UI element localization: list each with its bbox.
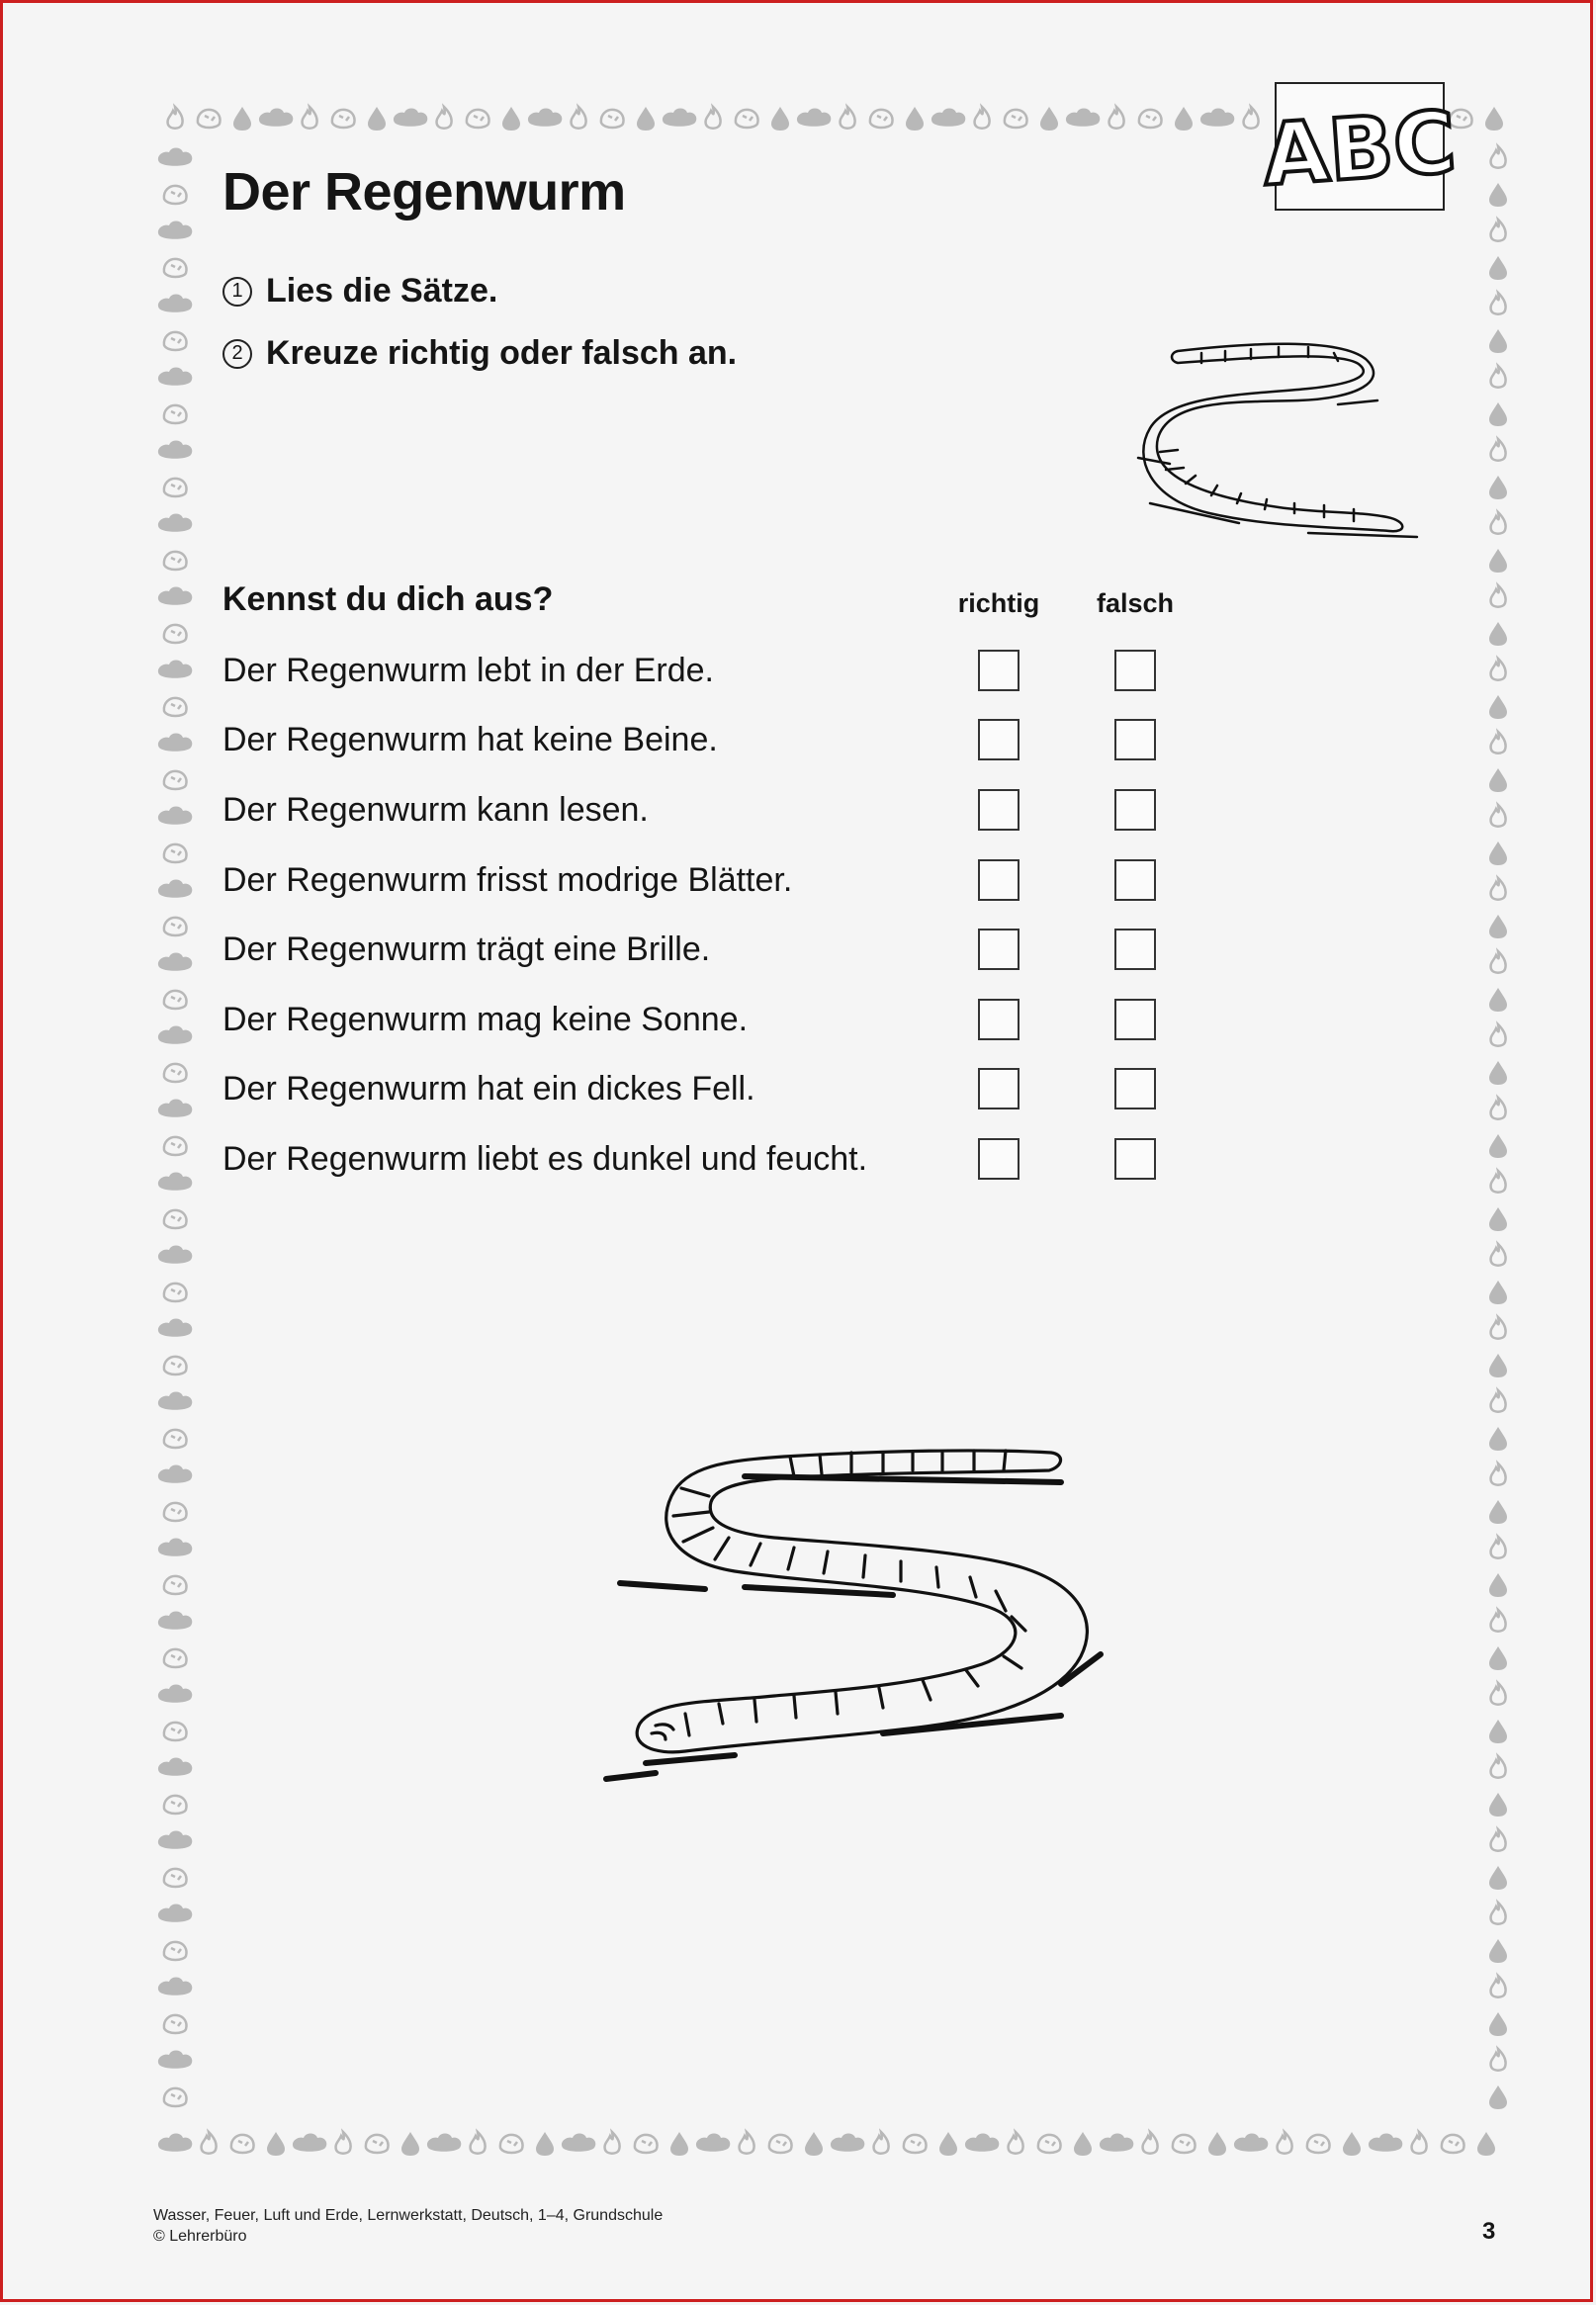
stone-icon [366, 2135, 389, 2153]
checkbox-false[interactable] [1114, 789, 1156, 831]
drop-icon [1489, 1793, 1507, 1817]
cloud-icon [158, 1612, 192, 1630]
drop-icon [1489, 1573, 1507, 1597]
stone-icon [1038, 2135, 1061, 2153]
checkbox-true[interactable] [978, 859, 1020, 901]
cloud-icon [158, 661, 192, 678]
cloud-icon [158, 514, 192, 532]
stone-icon [164, 918, 187, 935]
cloud-icon [158, 1465, 192, 1483]
drop-icon [1489, 1939, 1507, 1963]
checkbox-true[interactable] [978, 650, 1020, 691]
cloud-icon [158, 1392, 192, 1410]
cloud-icon [158, 441, 192, 459]
stone-icon [164, 2088, 187, 2106]
checkbox-false[interactable] [1114, 1138, 1156, 1180]
stone-icon [164, 1284, 187, 1301]
stone-icon [500, 2135, 523, 2153]
drop-icon [1477, 2132, 1495, 2156]
cloud-icon [158, 368, 192, 386]
stone-icon [164, 1210, 187, 1228]
checkbox-false[interactable] [1114, 719, 1156, 760]
checkbox-false[interactable] [1114, 859, 1156, 901]
instruction-number: 2 [222, 339, 252, 369]
statement-row [222, 923, 1211, 982]
cloud-icon [528, 109, 562, 127]
stone-icon [164, 479, 187, 496]
flame-icon [1491, 1903, 1506, 1924]
stone-icon [164, 1796, 187, 1814]
statement-text: Der Regenwurm hat keine Beine. [222, 721, 718, 758]
stone-icon [870, 110, 893, 128]
flame-icon [1491, 732, 1506, 754]
flame-icon [1491, 1537, 1506, 1558]
drop-icon [1489, 256, 1507, 280]
statement-text: Der Regenwurm frisst modrige Blätter. [222, 861, 793, 899]
flame-icon [1491, 293, 1506, 314]
cloud-icon [158, 222, 192, 239]
checkbox-false[interactable] [1114, 1068, 1156, 1109]
checkbox-true[interactable] [978, 719, 1020, 760]
flame-icon [706, 107, 721, 129]
stone-icon [164, 1357, 187, 1374]
checkbox-false[interactable] [1114, 929, 1156, 970]
cloud-icon [158, 734, 192, 752]
statement-text: Der Regenwurm kann lesen. [222, 791, 649, 829]
stone-icon [635, 2135, 658, 2153]
flame-icon [740, 2132, 754, 2154]
drop-icon [771, 107, 789, 131]
cloud-icon [158, 1173, 192, 1191]
cloud-icon [1200, 109, 1234, 127]
stone-icon [1005, 110, 1027, 128]
cloud-icon [158, 1539, 192, 1556]
cloud-icon [965, 2134, 999, 2152]
stone-icon [164, 1649, 187, 1667]
cloud-icon [158, 1246, 192, 1264]
drop-icon [1208, 2132, 1226, 2156]
statement-row [222, 1132, 1211, 1192]
flame-icon [1491, 2049, 1506, 2071]
flame-icon [1491, 878, 1506, 900]
cloud-icon [1100, 2134, 1133, 2152]
drop-icon [1489, 1720, 1507, 1743]
cloud-icon [158, 1758, 192, 1776]
cloud-icon [158, 880, 192, 898]
flame-icon [1491, 1317, 1506, 1339]
flame-icon [1491, 1244, 1506, 1266]
flame-icon [1278, 2132, 1292, 2154]
drop-icon [267, 2132, 285, 2156]
stone-icon [164, 991, 187, 1009]
drop-icon [1489, 1646, 1507, 1670]
drop-icon [1489, 1866, 1507, 1890]
stone-icon [1442, 2135, 1464, 2153]
drop-icon [1489, 1134, 1507, 1158]
drop-icon [1489, 476, 1507, 499]
drop-icon [536, 2132, 554, 2156]
cloud-icon [696, 2134, 730, 2152]
earthworm-small-illustration [1130, 329, 1427, 547]
stone-icon [164, 2015, 187, 2033]
checkbox-true[interactable] [978, 999, 1020, 1040]
flame-icon [1491, 512, 1506, 534]
flame-icon [1244, 107, 1259, 129]
cloud-icon [259, 109, 293, 127]
drop-icon [1489, 1061, 1507, 1085]
drop-icon [1489, 329, 1507, 353]
drop-icon [906, 107, 924, 131]
stone-icon [164, 1576, 187, 1594]
drop-icon [1489, 549, 1507, 573]
instruction-2 [222, 334, 737, 373]
drop-icon [233, 107, 251, 131]
flame-icon [202, 2132, 217, 2154]
cloud-icon [158, 587, 192, 605]
checkbox-true[interactable] [978, 789, 1020, 831]
footer [153, 2205, 663, 2247]
stone-icon [164, 1137, 187, 1155]
statement-row [222, 644, 1211, 703]
flame-icon [605, 2132, 620, 2154]
stone-icon [164, 1942, 187, 1960]
stone-icon [164, 332, 187, 350]
drop-icon [1489, 1281, 1507, 1304]
stone-icon [164, 552, 187, 570]
flame-icon [1491, 1610, 1506, 1632]
footer-line-1: Wasser, Feuer, Luft und Erde, Lernwerkstatt, Deutsch, 1–4, Grundschule [153, 2207, 664, 2224]
checkbox-true[interactable] [978, 1138, 1020, 1180]
flame-icon [572, 107, 586, 129]
cloud-icon [931, 109, 965, 127]
stone-icon [1307, 2135, 1330, 2153]
drop-icon [1489, 1427, 1507, 1451]
earthworm-large-illustration [586, 1437, 1140, 1813]
statement-text: Der Regenwurm trägt eine Brille. [222, 931, 711, 968]
stone-icon [198, 110, 221, 128]
stone-icon [1173, 2135, 1196, 2153]
flame-icon [437, 107, 452, 129]
drop-icon [1489, 915, 1507, 938]
cloud-icon [797, 109, 831, 127]
checkbox-false[interactable] [1114, 999, 1156, 1040]
cloud-icon [1234, 2134, 1268, 2152]
cloud-icon [427, 2134, 461, 2152]
cloud-icon [158, 1978, 192, 1995]
stone-icon [769, 2135, 792, 2153]
drop-icon [1175, 107, 1193, 131]
cloud-icon [562, 2134, 595, 2152]
cloud-icon [158, 953, 192, 971]
flame-icon [1491, 220, 1506, 241]
stone-icon [164, 259, 187, 277]
flame-icon [975, 107, 990, 129]
drop-icon [1074, 2132, 1092, 2156]
drop-icon [1489, 768, 1507, 792]
flame-icon [336, 2132, 351, 2154]
statement-text: Der Regenwurm mag keine Sonne. [222, 1001, 749, 1038]
stone-icon [164, 405, 187, 423]
drop-icon [401, 2132, 419, 2156]
cloud-icon [394, 109, 427, 127]
page-number: 3 [1482, 2218, 1496, 2245]
statement-text: Der Regenwurm hat ein dickes Fell. [222, 1070, 755, 1108]
cloud-icon [158, 807, 192, 825]
stone-icon [164, 1064, 187, 1082]
stone-icon [1139, 110, 1162, 128]
drop-icon [1489, 2085, 1507, 2109]
cloud-icon [831, 2134, 864, 2152]
stone-icon [736, 110, 758, 128]
drop-icon [1489, 842, 1507, 865]
statement-text: Der Regenwurm liebt es dunkel und feucht. [222, 1140, 868, 1178]
flame-icon [1491, 1683, 1506, 1705]
stone-icon [164, 1723, 187, 1740]
drop-icon [637, 107, 655, 131]
cloud-icon [158, 1319, 192, 1337]
cloud-icon [293, 2134, 326, 2152]
cloud-icon [158, 1831, 192, 1849]
abc-logo-icon [1259, 84, 1460, 209]
statement-row [222, 1062, 1211, 1121]
cloud-icon [1066, 109, 1100, 127]
drop-icon [1489, 1207, 1507, 1231]
cloud-icon [158, 1100, 192, 1117]
cloud-icon [158, 2051, 192, 2069]
checkbox-true[interactable] [978, 929, 1020, 970]
drop-icon [1489, 622, 1507, 646]
column-header-false: falsch [1096, 588, 1175, 618]
stone-icon [164, 1503, 187, 1521]
drop-icon [1489, 2012, 1507, 2036]
statement-row [222, 783, 1211, 842]
drop-icon [1489, 695, 1507, 719]
flame-icon [1491, 366, 1506, 388]
flame-icon [1491, 439, 1506, 461]
statement-row [222, 853, 1211, 913]
drop-icon [1489, 1354, 1507, 1377]
drop-icon [1040, 107, 1058, 131]
drop-icon [368, 107, 386, 131]
drop-icon [1489, 1500, 1507, 1524]
flame-icon [303, 107, 317, 129]
flame-icon [1491, 1756, 1506, 1778]
stone-icon [164, 844, 187, 862]
flame-icon [1491, 146, 1506, 168]
flame-icon [1491, 805, 1506, 827]
column-header-true: richtig [957, 588, 1040, 618]
instruction-text: Kreuze richtig oder falsch an. [266, 334, 738, 372]
abc-logo [1259, 82, 1460, 211]
flame-icon [168, 107, 183, 129]
flame-icon [1491, 1976, 1506, 1997]
statement-row [222, 993, 1211, 1052]
stone-icon [231, 2135, 254, 2153]
flame-icon [1491, 1171, 1506, 1193]
flame-icon [1009, 2132, 1023, 2154]
drop-icon [1489, 988, 1507, 1012]
abc-logo-text: ABC [1259, 93, 1460, 206]
flame-icon [1491, 1098, 1506, 1119]
stone-icon [164, 625, 187, 643]
drop-icon [939, 2132, 957, 2156]
drop-icon [670, 2132, 688, 2156]
checkbox-false[interactable] [1114, 650, 1156, 691]
flame-icon [1491, 1829, 1506, 1851]
instruction-1 [222, 272, 497, 310]
cloud-icon [158, 1685, 192, 1703]
flame-icon [1491, 659, 1506, 680]
flame-icon [1491, 951, 1506, 973]
drop-icon [805, 2132, 823, 2156]
instruction-text: Lies die Sätze. [266, 272, 498, 310]
stone-icon [164, 1869, 187, 1887]
instruction-number: 1 [222, 277, 252, 307]
statement-text: Der Regenwurm lebt in der Erde. [222, 652, 715, 689]
drop-icon [1485, 107, 1503, 131]
stone-icon [164, 1430, 187, 1448]
flame-icon [1491, 1390, 1506, 1412]
cloud-icon [663, 109, 696, 127]
stone-icon [164, 771, 187, 789]
cloud-icon [158, 148, 192, 166]
stone-icon [601, 110, 624, 128]
drop-icon [502, 107, 520, 131]
flame-icon [874, 2132, 889, 2154]
checkbox-true[interactable] [978, 1068, 1020, 1109]
footer-line-2: © Lehrerbüro [153, 2228, 247, 2245]
statement-row [222, 713, 1211, 772]
flame-icon [841, 107, 855, 129]
cloud-icon [1369, 2134, 1402, 2152]
flame-icon [1143, 2132, 1158, 2154]
page-title: Der Regenwurm [222, 162, 626, 222]
cloud-icon [158, 295, 192, 312]
flame-icon [471, 2132, 486, 2154]
cloud-icon [158, 2134, 192, 2152]
flame-icon [1109, 107, 1124, 129]
stone-icon [164, 698, 187, 716]
flame-icon [1491, 1463, 1506, 1485]
drop-icon [1489, 183, 1507, 207]
cloud-icon [158, 1905, 192, 1922]
drop-icon [1489, 402, 1507, 426]
flame-icon [1491, 585, 1506, 607]
cloud-icon [158, 1026, 192, 1044]
stone-icon [332, 110, 355, 128]
flame-icon [1412, 2132, 1427, 2154]
quiz-heading: Kennst du dich aus? [222, 580, 554, 618]
drop-icon [1343, 2132, 1361, 2156]
stone-icon [467, 110, 489, 128]
stone-icon [164, 186, 187, 204]
flame-icon [1491, 1024, 1506, 1046]
stone-icon [904, 2135, 927, 2153]
